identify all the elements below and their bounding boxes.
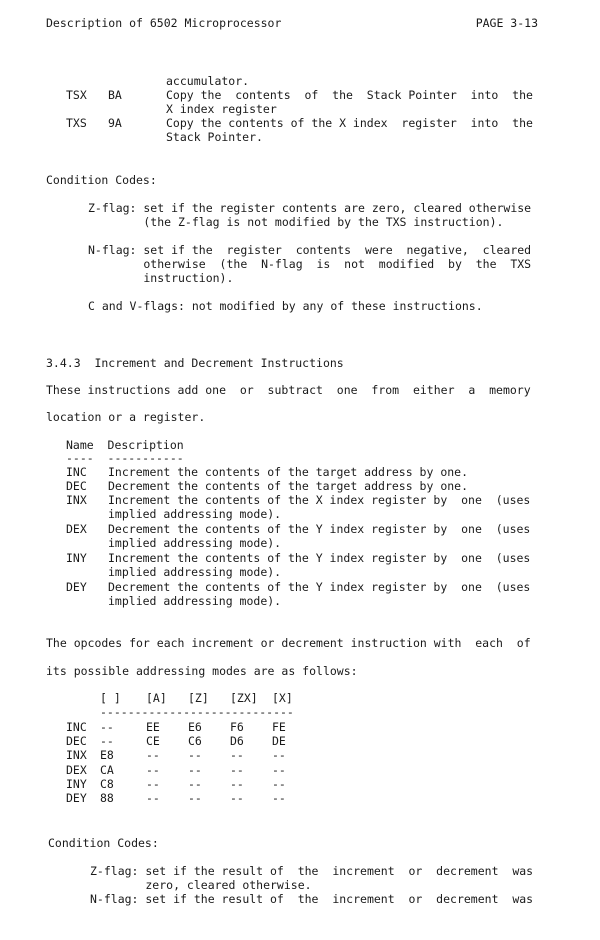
desc-dey-line2: implied addressing mode). <box>108 594 282 608</box>
desc-inx-line2: implied addressing mode). <box>108 507 282 521</box>
zflag-line2: (the Z-flag is not modified by the TXS instruction). <box>88 215 504 229</box>
col-absolute: [A] <box>146 691 167 706</box>
cell: -- <box>146 791 160 806</box>
opcode-table <box>66 691 314 805</box>
col-absolute-x: [X] <box>272 691 293 706</box>
row-name: DEC <box>66 734 87 749</box>
condition-codes-heading: Condition Codes: <box>46 173 157 187</box>
desc-inc: Increment the contents of the target address by one. <box>108 465 469 479</box>
opcode-table-rule: ---------------------------- <box>100 705 294 720</box>
cell: CE <box>146 734 160 749</box>
zflag2-line1: Z-flag: set if the result of the increment or decrement was <box>90 864 534 878</box>
cell: -- <box>272 748 286 763</box>
cell: -- <box>146 748 160 763</box>
cell: DE <box>272 734 286 749</box>
desc-dey-line1: Decrement the contents of the Y index register by one (uses <box>108 580 531 594</box>
desc-table-rule: ---- ----------- <box>66 451 184 465</box>
mnemonic-txs: TXS <box>66 116 87 130</box>
cell: CA <box>100 762 114 777</box>
row-name: INY <box>66 776 87 791</box>
table-row <box>66 748 314 762</box>
desc-dec: Decrement the contents of the target address by one. <box>108 479 469 493</box>
desc-tsx-line2: X index register <box>166 102 277 116</box>
cell: -- <box>188 762 202 777</box>
desc-dex-line2: implied addressing mode). <box>108 536 282 550</box>
desc-iny-line2: implied addressing mode). <box>108 565 282 579</box>
nflag-line3: instruction). <box>88 271 234 285</box>
opcode-txs: 9A <box>108 116 122 130</box>
cell: -- <box>188 776 202 791</box>
cell: D6 <box>230 734 244 749</box>
section-heading: 3.4.3 Increment and Decrement Instructions <box>46 356 344 370</box>
mnemonic-tsx: TSX <box>66 88 87 102</box>
desc-name-dex: DEX <box>66 522 87 536</box>
cell: EE <box>146 719 160 734</box>
row-name: DEX <box>66 762 87 777</box>
cell: -- <box>146 762 160 777</box>
desc-iny-line1: Increment the contents of the Y index register by one (uses <box>108 551 531 565</box>
table-row <box>66 734 314 748</box>
cell: -- <box>188 791 202 806</box>
running-header-title: Description of 6502 Microprocessor <box>46 16 282 30</box>
cell: E6 <box>188 719 202 734</box>
cell: -- <box>230 791 244 806</box>
cell: -- <box>272 776 286 791</box>
continued-text: accumulator. <box>166 74 250 88</box>
cell: -- <box>188 748 202 763</box>
cell: FE <box>272 719 286 734</box>
table-row <box>66 777 314 791</box>
cell: -- <box>230 776 244 791</box>
cell: C6 <box>188 734 202 749</box>
cell: -- <box>230 762 244 777</box>
nflag-line2: otherwise (the N-flag is not modified by the TXS <box>88 257 532 271</box>
desc-txs-line2: Stack Pointer. <box>166 130 263 144</box>
page-number: PAGE 3-13 <box>475 16 538 30</box>
desc-name-iny: INY <box>66 551 87 565</box>
desc-table-header: Name Description <box>66 438 184 452</box>
row-name: INX <box>66 748 87 763</box>
cell: -- <box>100 734 114 749</box>
opcode-table-rule-row <box>66 705 314 719</box>
opcodes-intro-line2: its possible addressing modes are as follows: <box>46 664 358 678</box>
table-row <box>66 762 314 776</box>
cell: -- <box>230 748 244 763</box>
col-implied: [ ] <box>100 691 121 706</box>
desc-dex-line1: Decrement the contents of the Y index register by one (uses <box>108 522 531 536</box>
desc-name-dec: DEC <box>66 479 87 493</box>
section-intro-line1: These instructions add one or subtract one from either a memory <box>46 383 531 397</box>
cell: C8 <box>100 776 114 791</box>
opcode-table-header <box>66 691 314 705</box>
table-row <box>66 791 314 805</box>
cell: -- <box>272 791 286 806</box>
opcodes-intro-line1: The opcodes for each increment or decrement instruction with each of <box>46 636 531 650</box>
zflag2-line2: zero, cleared otherwise. <box>90 878 312 892</box>
desc-name-inc: INC <box>66 465 87 479</box>
row-name: DEY <box>66 791 87 806</box>
desc-inx-line1: Increment the contents of the X index register by one (uses <box>108 493 531 507</box>
nflag-line1: N-flag: set if the register contents were negative, cleared <box>88 243 532 257</box>
zflag-line1: Z-flag: set if the register contents are zero, cleared otherwise <box>88 201 532 215</box>
cell: E8 <box>100 748 114 763</box>
section-intro-line2: location or a register. <box>46 410 206 424</box>
col-zeropage-x: [ZX] <box>230 691 258 706</box>
cell: -- <box>100 719 114 734</box>
row-name: INC <box>66 719 87 734</box>
cell: -- <box>146 776 160 791</box>
col-zeropage: [Z] <box>188 691 209 706</box>
table-row <box>66 720 314 734</box>
cell: F6 <box>230 719 244 734</box>
desc-txs-line1: Copy the contents of the X index register into the <box>166 116 533 130</box>
desc-name-inx: INX <box>66 493 87 507</box>
condition-codes-heading-2: Condition Codes: <box>48 836 159 850</box>
nflag2-line1: N-flag: set if the result of the increment or decrement was <box>90 892 534 906</box>
cell: -- <box>272 762 286 777</box>
cell: 88 <box>100 791 114 806</box>
cv-flags-line: C and V-flags: not modified by any of these instructions. <box>88 299 483 313</box>
opcode-tsx: BA <box>108 88 122 102</box>
desc-tsx-line1: Copy the contents of the Stack Pointer into the <box>166 88 533 102</box>
desc-name-dey: DEY <box>66 580 87 594</box>
